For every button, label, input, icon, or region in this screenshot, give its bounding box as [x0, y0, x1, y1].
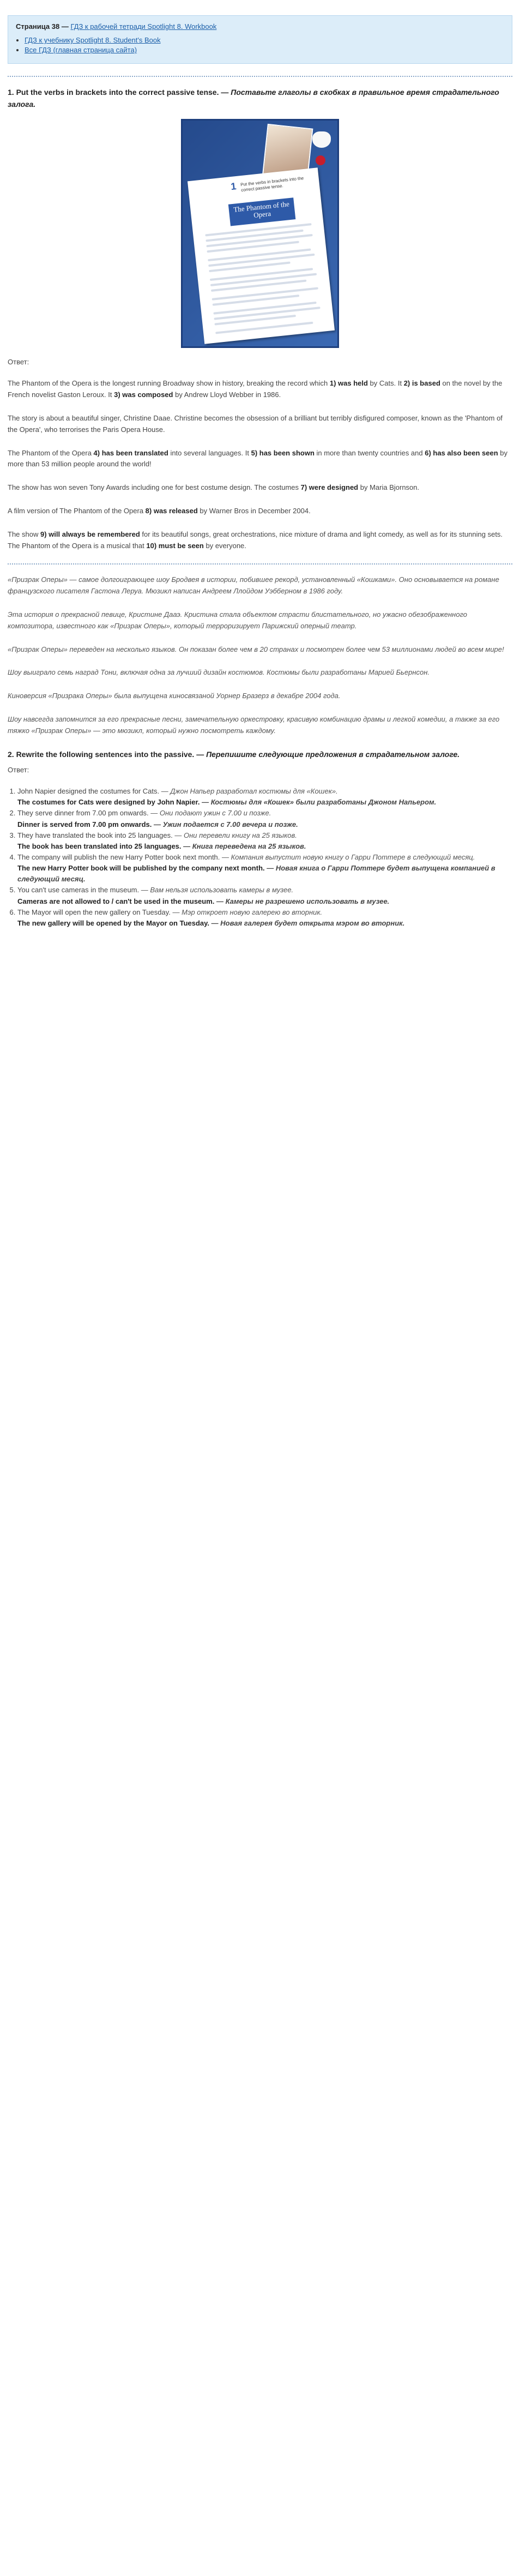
- divider: [8, 76, 512, 77]
- list-item: 2. They serve dinner from 7.00 pm onwards. — Они подают ужин с 7.00 и позже. Dinner is served from 7.00 pm onwards. — Ужин подается с 7.00 вечера и позже.: [17, 808, 512, 830]
- translation-paragraph: Эта история о прекрасной певице, Кристине Дааэ. Кристина стала объектом страсти блистательного, но ужасно обезображенного композитора, известного как «Призрак Оперы», который терроризирует Парижский оперный театр.: [8, 610, 468, 630]
- card-title: The Phantom of the Opera: [228, 198, 296, 226]
- home-link[interactable]: Все ГДЗ (главная страница сайта): [25, 46, 137, 54]
- translation-paragraph: «Призрак Оперы» — самое долгоиграющее шоу Бродвея в истории, побившее рекорд, установленный «Кошками». Оно основывается на романе французского писателя Гастона Леруа. Мюзикл написан Андреем Ллойдом Уэбберном в 1986 году.: [8, 575, 499, 596]
- list-item: 4. The company will publish the new Harry Potter book next month. — Компания выпустит новую книгу о Гарри Поттере в следующий месяц. The new Harry Potter book will be published by the company next month. — Новая книга о Гарри Поттере будет выпущена компанией в следующий месяц.: [17, 852, 512, 885]
- book-image: [181, 119, 339, 348]
- answer-paragraph: The Phantom of the Opera 4) has been translated into several languages. It 5) has been shown in more than twenty countries and 6) has also been seen by more than 53 million people around the world!: [8, 448, 507, 469]
- answer-label: Ответ:: [8, 766, 29, 774]
- english-answer: [8, 378, 512, 551]
- exercise-card: 1 Put the verbs in brackets into the correct passive tense. The Phantom of the Opera: [188, 168, 335, 344]
- list-item: 1. John Napier designed the costumes for Cats. — Джон Напьер разработал костюмы для «Кошек». The costumes for Cats were designed by John Napier. — Костюмы для «Кошек» были разработаны Джоном Напьером.: [17, 786, 512, 808]
- list-item: 5. You can't use cameras in the museum. — Вам нельзя использовать камеры в музее. Cameras are not allowed to / can't be used in the museum. — Камеры не разрешено использовать в музее.: [17, 885, 512, 906]
- translation-paragraph: Киноверсия «Призрака Оперы» была выпущена киносвязаной Уорнер Бразерз в декабре 2004 года.: [8, 692, 341, 700]
- task2-title: 2. Rewrite the following sentences into the passive. — Перепишите следующие предложения в страдательном залоге.: [8, 749, 460, 759]
- task1-title: 1. Put the verbs in brackets into the correct passive tense. — Поставьте глаголы в скобках в правильное время страдательного залога.: [8, 88, 499, 109]
- task2-list: [8, 786, 512, 929]
- link-item: [25, 46, 504, 54]
- header-title: [16, 22, 504, 31]
- page-label: Страница 38 —: [16, 22, 69, 31]
- answer-label: Ответ:: [8, 358, 29, 367]
- answer-paragraph: A film version of The Phantom of the Opera 8) was released by Warner Bros in December 2004.: [8, 506, 311, 515]
- links-list: [16, 36, 504, 54]
- answer-paragraph: The story is about a beautiful singer, Christine Daae. Christine becomes the obsession of a brilliant but terribly disfigured composer, known as the 'Phantom of the Opera', who terrorises the Paris Opera House.: [8, 413, 503, 434]
- header-box: [8, 15, 512, 64]
- divider: [8, 563, 512, 565]
- translation-paragraph: Шоу выиграло семь наград Тони, включая одна за лучший дизайн костюмов. Костюмы были разработаны Марией Бьернсон.: [8, 668, 430, 677]
- russian-translation: [8, 574, 512, 736]
- workbook-link[interactable]: ГДЗ к рабочей тетради Spotlight 8. Workbook: [70, 22, 217, 31]
- link-item: [25, 36, 504, 44]
- answer-paragraph: The show 9) will always be remembered for its beautiful songs, great orchestrations, nice mixture of drama and light comedy, as well as for its stunning sets. The Phantom of the Opera is a musical that 10) must be seen by everyone.: [8, 530, 503, 550]
- students-book-link[interactable]: ГДЗ к учебнику Spotlight 8. Student's Book: [25, 36, 161, 44]
- answer-paragraph: The show has won seven Tony Awards including one for best costume design. The costumes 7) were designed by Maria Bjornson.: [8, 483, 420, 492]
- list-item: 6. The Mayor will open the new gallery on Tuesday. — Мэр откроет новую галерею во вторник. The new gallery will be opened by the Mayor on Tuesday. — Новая галерея будет открыта мэром во вторник.: [17, 907, 512, 929]
- translation-paragraph: Шоу навсегда запомнится за его прекрасные песни, замечательную оркестровку, красивую комбинацию драмы и легкой комедии, а также за его тяжко «Призрак Оперы» — это мюзикл, который нужно посмотреть каждому.: [8, 714, 500, 735]
- list-item: 3. They have translated the book into 25 languages. — Они перевели книгу на 25 языков. The book has been translated into 25 languages. — Книга переведена на 25 языков.: [17, 830, 512, 852]
- answer-paragraph: The Phantom of the Opera is the longest running Broadway show in history, breaking the record which 1) was held by Cats. It 2) is based on the novel by the French novelist Gaston Leroux. It 3) was composed by Andrew Lloyd Webber in 1986.: [8, 379, 503, 399]
- translation-paragraph: «Призрак Оперы» переведен на несколько языков. Он показан более чем в 20 странах и посмотрен более чем 53 миллионами людей во всем мире!: [8, 645, 504, 653]
